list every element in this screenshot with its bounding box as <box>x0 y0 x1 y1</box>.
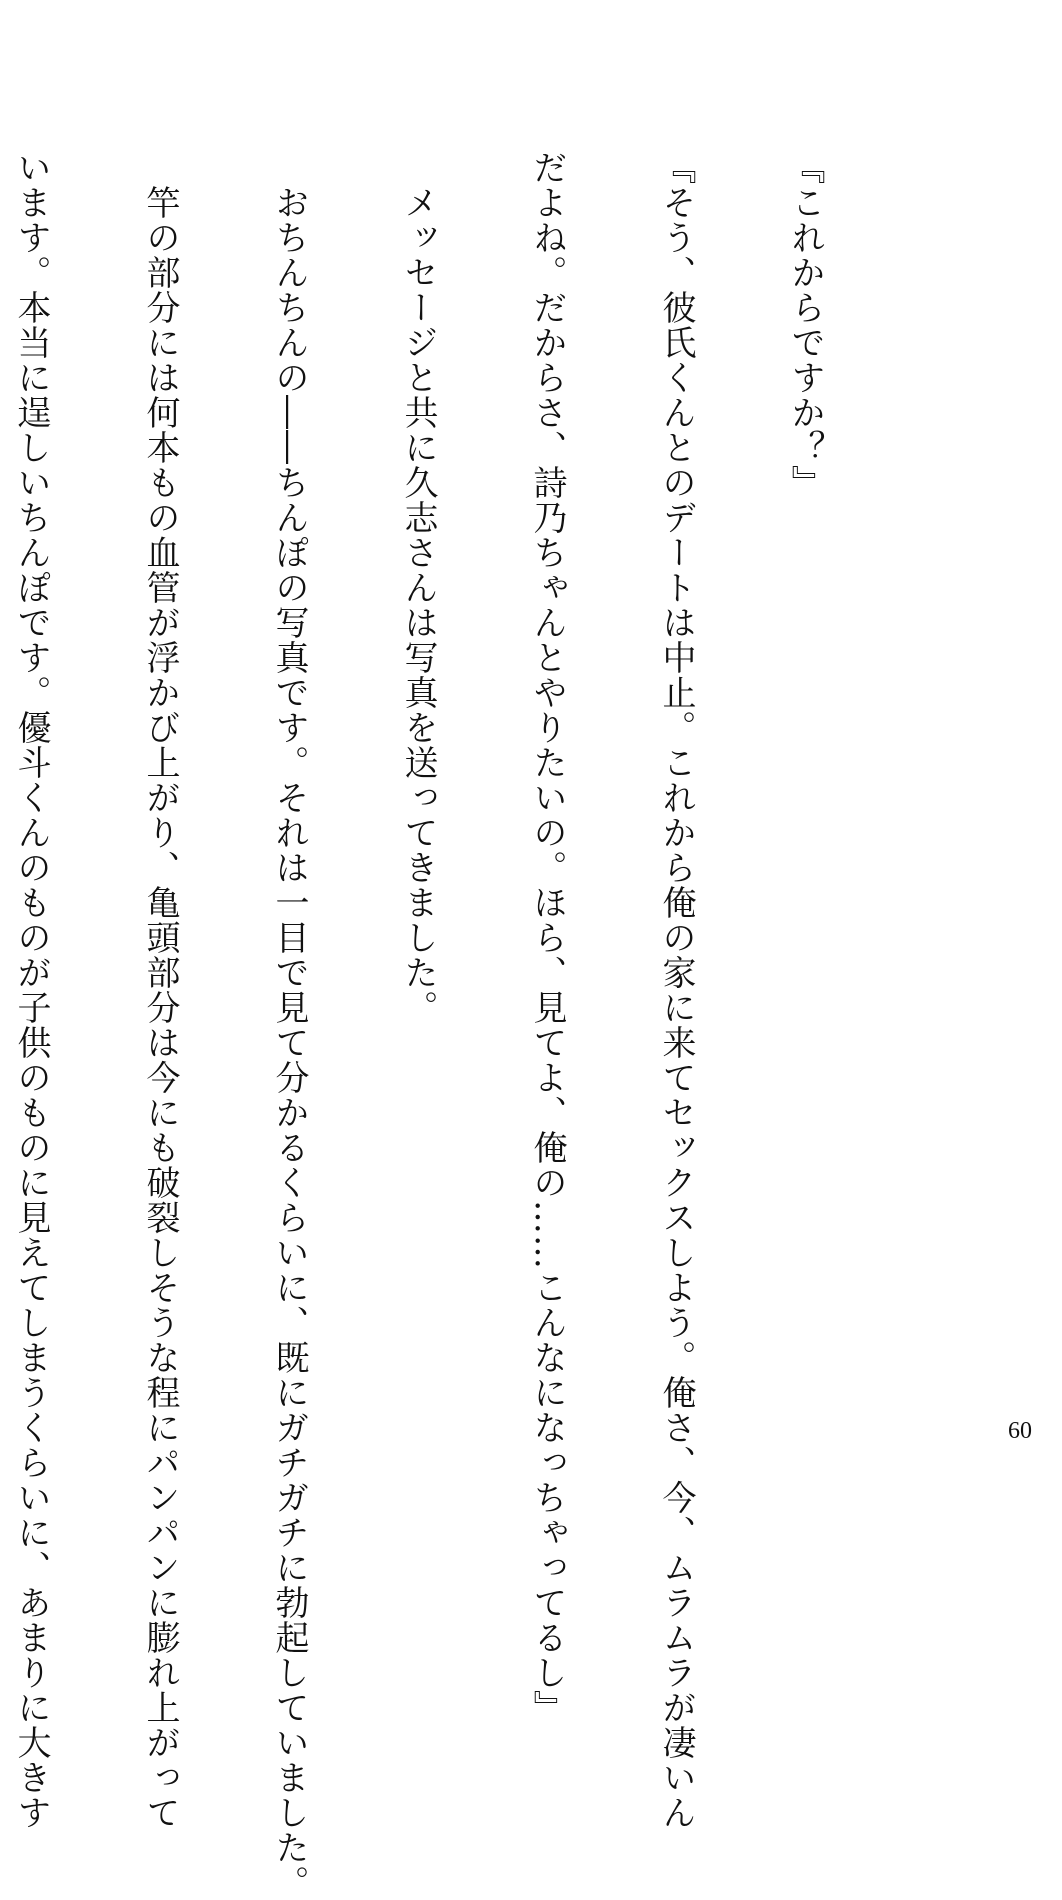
text-line: います。本当に逞しいちんぽです。優斗くんのものが子供のものに見えてしまうくらいに、あまりに大きす <box>11 150 51 1830</box>
text-line: おちんちんの――ちんぽの写真です。それは一目で見て分かるくらいに、既にガチガチに勃起していました。 <box>269 150 309 1900</box>
text-line: 『そう、彼氏くんとのデートは中止。これから俺の家に来てセックスしよう。俺さ、今、ムラムラが凄いん <box>656 150 696 1830</box>
text-line: メッセージと共に久志さんは写真を送ってきました。 <box>398 150 438 1025</box>
text-line: 竿の部分には何本もの血管が浮かび上がり、亀頭部分は今にも破裂しそうな程にパンパンに膨れ上がって <box>140 150 180 1830</box>
text-line: だよね。だからさ、詩乃ちゃんとやりたいの。ほら、見てよ、俺の……こんなになっちゃってるし』 <box>527 150 567 1725</box>
page-number: 60 <box>1008 1418 1032 1444</box>
vertical-text-block <box>0 150 912 1900</box>
text-line: 『これからですか？』 <box>785 150 825 500</box>
